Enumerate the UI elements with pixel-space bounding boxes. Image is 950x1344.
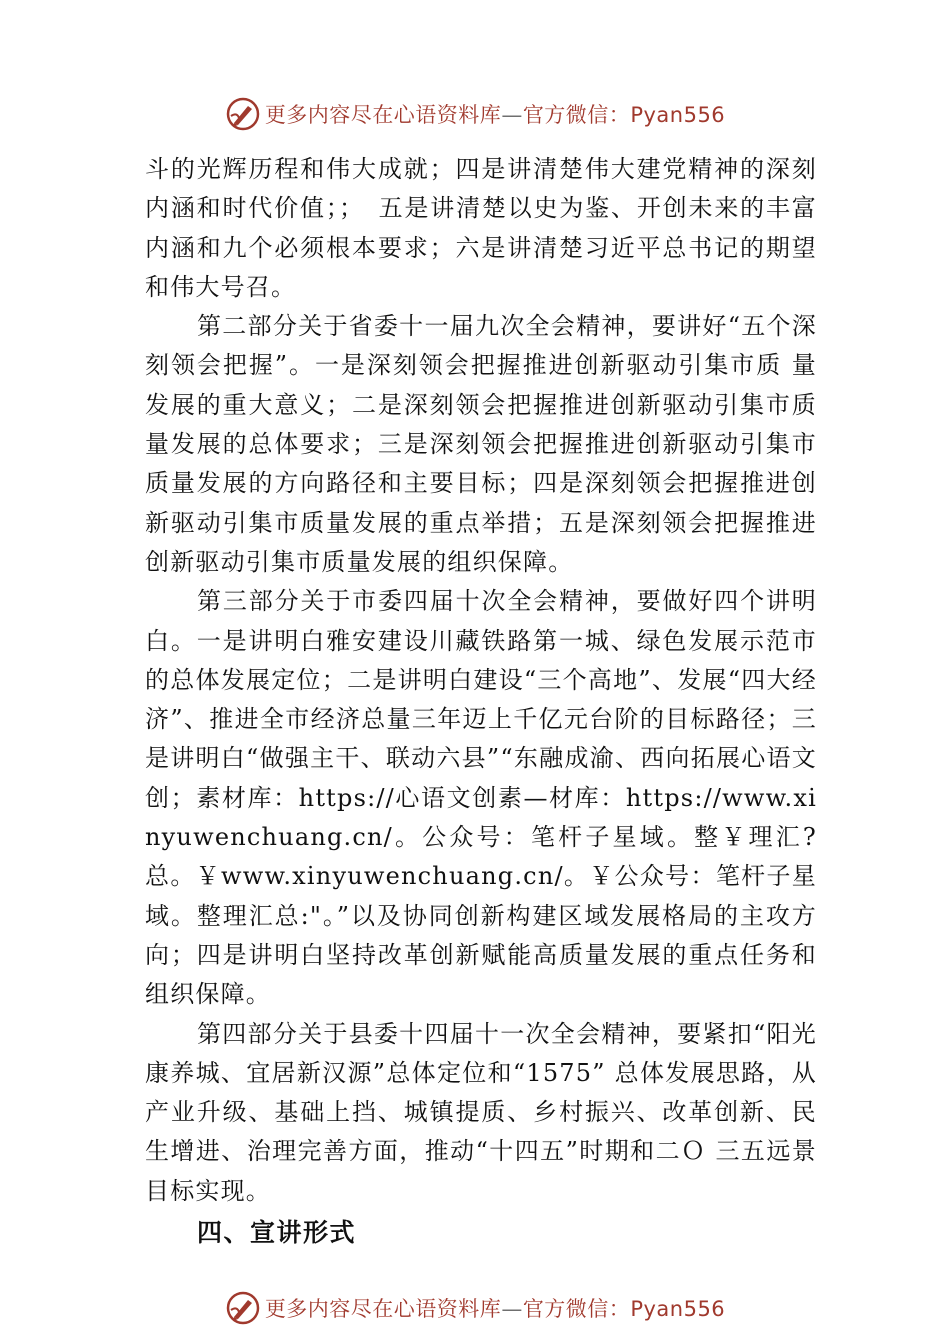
- banner-dash: —: [501, 1297, 523, 1321]
- banner-account: Pyan556: [630, 1297, 726, 1321]
- paragraph-4: 第四部分关于县委十四届十一次全会精神，要紧扣“阳光康养城、宜居新汉源”总体定位和“1575” 总体发展思路，从产业升级、基础上挡、城镇提质、乡村振兴、改革创新、民生增进、治理完善方面，推动“十四五”时期和二Ｏ 三五远景目标实现。: [145, 1019, 817, 1205]
- paragraph-3: 第三部分关于市委四届十次全会精神，要做好四个讲明白。一是讲明白雅安建设川藏铁路第一城、绿色发展示范市的总体发展定位；二是讲明白建设“三个高地”、发展“四大经济”、推进全市经济总量三年迈上千亿元台阶的目标路径；三是讲明白“做强主干、联动六县”“东融成渝、西向拓展心语文创；素材库：https://心语文创素—材库：https://www.xinyuwenchuang.cn/。公众号：笔杆子星域。整￥理汇?总。￥www.xinyuwenchuang.cn/。￥公众号：笔杆子星域。整理汇总:"。”以及协同创新构建区域发展格局的主攻方向；四是讲明白坚持改革创新赋能高质量发展的重点任务和组织保障。: [145, 587, 817, 1009]
- banner-wechat-label: 官方微信：: [522, 1297, 631, 1321]
- banner-wechat-label: 官方微信：: [522, 103, 631, 127]
- banner-account: Pyan556: [630, 103, 726, 127]
- paragraph-2: 第二部分关于省委十一届九次全会精神，要讲好“五个深刻领会把握”。一是深刻领会把握推进创新驱动引集市质 量发展的重大意义；二是深刻领会把握推进创新驱动引集市质量发展的总体要求；三是深刻领会把握推进创新驱动引集市质量发展的方向路径和主要目标；四是深刻领会把握推进创新驱动引集市质量发展的重点举措；五是深刻领会把握推进创新驱动引集市质量发展的组织保障。: [145, 312, 817, 576]
- pen-logo-icon: [225, 1290, 261, 1326]
- pen-logo-icon: [225, 96, 261, 132]
- header-banner: [0, 94, 950, 134]
- document-body: [145, 150, 817, 1252]
- footer-banner: [0, 1288, 950, 1328]
- banner-text: [265, 1293, 725, 1323]
- banner-main: 更多内容尽在心语资料库: [264, 1297, 502, 1321]
- section-heading: 四、宣讲形式: [197, 1218, 357, 1248]
- banner-text: [265, 99, 725, 129]
- banner-main: 更多内容尽在心语资料库: [264, 103, 502, 127]
- paragraph-1: 斗的光辉历程和伟大成就；四是讲清楚伟大建党精神的深刻内涵和时代价值；； 五是讲清楚以史为鉴、开创未来的丰富内涵和九个必须根本要求；六是讲清楚习近平总书记的期望和伟大号召。: [145, 155, 817, 301]
- banner-dash: —: [501, 103, 523, 127]
